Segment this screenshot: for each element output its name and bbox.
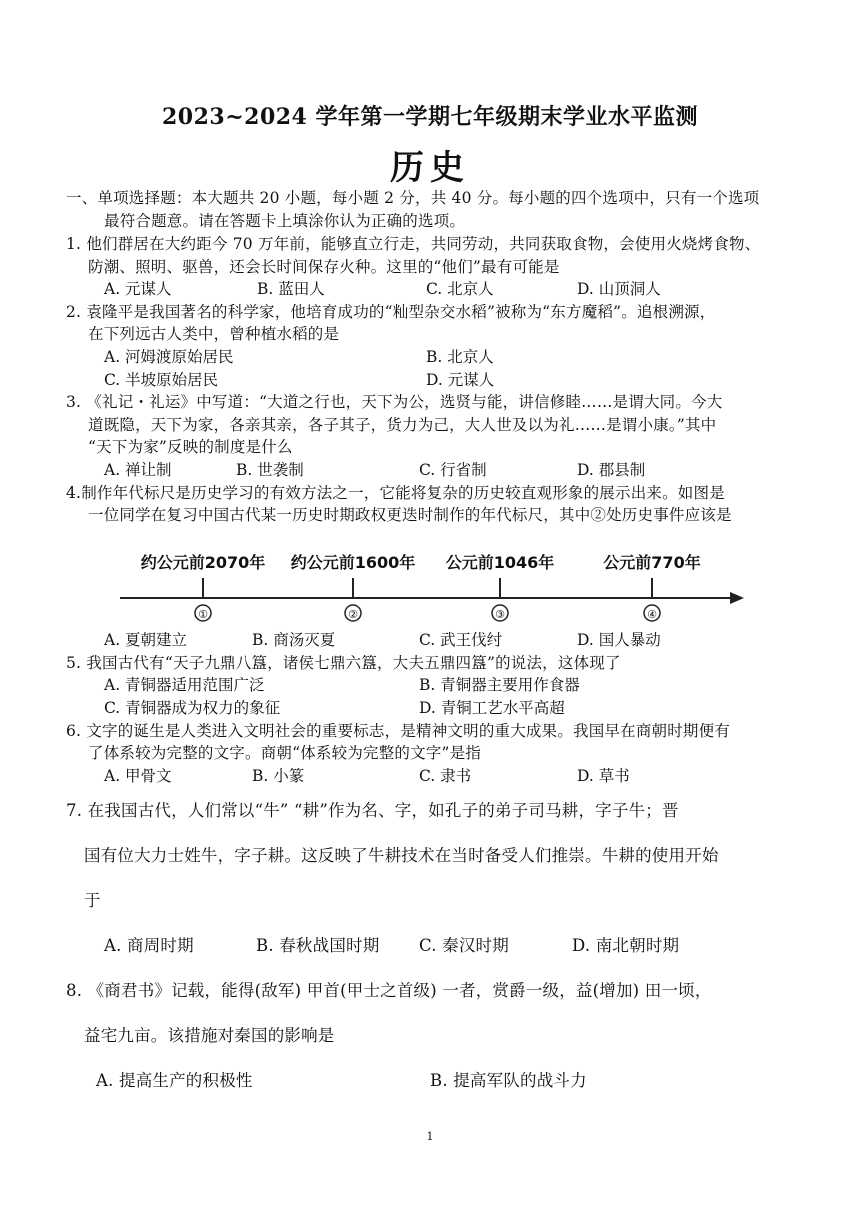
exam-title: 2023~2024 学年第一学期七年级期末学业水平监测 [161, 104, 699, 130]
question-4-option-a: A. 夏朝建立 [104, 631, 188, 649]
question-6-option-c: C. 隶书 [419, 767, 472, 785]
question-3-line3: “天下为家”反映的制度是什么 [88, 438, 293, 456]
question-2-option-a: A. 河姆渡原始居民 [104, 348, 234, 366]
question-7-line3: 于 [84, 891, 101, 910]
question-3-option-a: A. 禅让制 [104, 461, 172, 479]
timeline-marker-2: ② [348, 608, 358, 621]
timeline-marker-3: ③ [495, 608, 505, 621]
question-7-line1: 7. 在我国古代，人们常以“牛” “耕”作为名、字，如孔子的弟子司马耕，字子牛；晋 [66, 801, 679, 820]
question-2-line1: 2. 袁隆平是我国著名的科学家，他培育成功的“籼型杂交水稻”被称为“东方魔稻”。追根溯源， [66, 303, 716, 321]
section-instruction-line2: 最符合题意。请在答题卡上填涂你认为正确的选项。 [104, 212, 466, 230]
question-6-option-b: B. 小篆 [252, 767, 305, 785]
question-3-line1: 3. 《礼记・礼运》中写道：“大道之行也，天下为公，选贤与能，讲信修睦……是谓大同。今大 [66, 393, 723, 411]
question-1-option-d: D. 山顶洞人 [577, 280, 661, 298]
question-2-option-d: D. 元谋人 [426, 371, 495, 389]
question-6-option-d: D. 草书 [577, 767, 630, 785]
question-4-option-d: D. 国人暴动 [577, 631, 661, 649]
timeline-arrow-icon [730, 592, 744, 604]
question-7-option-c: C. 秦汉时期 [419, 936, 509, 955]
question-3-option-d: D. 郡县制 [577, 461, 646, 479]
question-1-line2: 防潮、照明、驱兽，还会长时间保存火种。这里的“他们”最有可能是 [88, 258, 560, 276]
question-3-option-c: C. 行省制 [419, 461, 487, 479]
timeline-marker-4: ④ [647, 608, 657, 621]
question-2-option-b: B. 北京人 [426, 348, 494, 366]
question-4-line1: 4.制作年代标尺是历史学习的有效方法之一，它能将复杂的历史较直观形象的展示出来。如图是 [66, 484, 725, 502]
question-4-line2: 一位同学在复习中国古代某一历史时期政权更迭时制作的年代标尺，其中②处历史事件应该是 [88, 506, 732, 524]
question-1-option-a: A. 元谋人 [104, 280, 172, 298]
question-7-option-a: A. 商周时期 [104, 936, 194, 955]
timeline-label-1: 约公元前2070年 [140, 553, 266, 572]
timeline-label-2: 约公元前1600年 [290, 553, 416, 572]
question-8-option-a: A. 提高生产的积极性 [96, 1071, 253, 1090]
question-5-option-d: D. 青铜工艺水平高超 [419, 699, 565, 717]
question-5-option-a: A. 青铜器适用范围广泛 [104, 676, 265, 694]
question-2-line2: 在下列远古人类中，曾种植水稻的是 [88, 325, 340, 343]
timeline-label-3: 公元前1046年 [445, 553, 555, 572]
question-1-line1: 1. 他们群居在大约距今 70 万年前，能够直立行走，共同劳动，共同获取食物，会使用火烧烤食物、 [66, 235, 761, 253]
question-5-line1: 5. 我国古代有“天子九鼎八簋，诸侯七鼎六簋，大夫五鼎四簋”的说法，这体现了 [66, 654, 621, 672]
question-4-option-c: C. 武王伐纣 [419, 631, 503, 649]
timeline-label-4: 公元前770年 [603, 553, 701, 572]
question-7-line2: 国有位大力士姓牛，字子耕。这反映了牛耕技术在当时备受人们推崇。牛耕的使用开始 [84, 846, 719, 865]
question-3-line2: 道既隐，天下为家，各亲其亲，各子其子，货力为己，大人世及以为礼……是谓小康。”其中 [88, 416, 717, 434]
question-2-option-c: C. 半坡原始居民 [104, 371, 219, 389]
question-7-option-d: D. 南北朝时期 [572, 936, 680, 955]
question-8-line2: 益宅九亩。该措施对秦国的影响是 [84, 1026, 335, 1045]
timeline-figure [0, 540, 860, 630]
question-8-line1: 8. 《商君书》记载，能得(敌军) 甲首(甲士之首级) 一者，赏爵一级，益(增加) 田一顷， [66, 981, 712, 1000]
question-6-option-a: A. 甲骨文 [104, 767, 172, 785]
question-6-line2: 了体系较为完整的文字。商朝“体系较为完整的文字”是指 [88, 744, 482, 762]
question-8-option-b: B. 提高军队的战斗力 [430, 1071, 587, 1090]
subject-title: 历史 [390, 148, 470, 188]
question-7-option-b: B. 春秋战国时期 [256, 936, 380, 955]
question-1-option-c: C. 北京人 [426, 280, 494, 298]
page-number: 1 [426, 1130, 434, 1143]
question-5-option-c: C. 青铜器成为权力的象征 [104, 699, 281, 717]
section-instruction-line1: 一、单项选择题：本大题共 20 小题，每小题 2 分，共 40 分。每小题的四个选项中，只有一个选项 [66, 189, 760, 207]
question-5-option-b: B. 青铜器主要用作食器 [419, 676, 580, 694]
timeline-marker-1: ① [198, 608, 208, 621]
question-3-option-b: B. 世袭制 [236, 461, 304, 479]
question-6-line1: 6. 文字的诞生是人类进入文明社会的重要标志，是精神文明的重大成果。我国早在商朝时期便有 [66, 722, 731, 740]
question-4-option-b: B. 商汤灭夏 [252, 631, 336, 649]
question-1-option-b: B. 蓝田人 [257, 280, 325, 298]
